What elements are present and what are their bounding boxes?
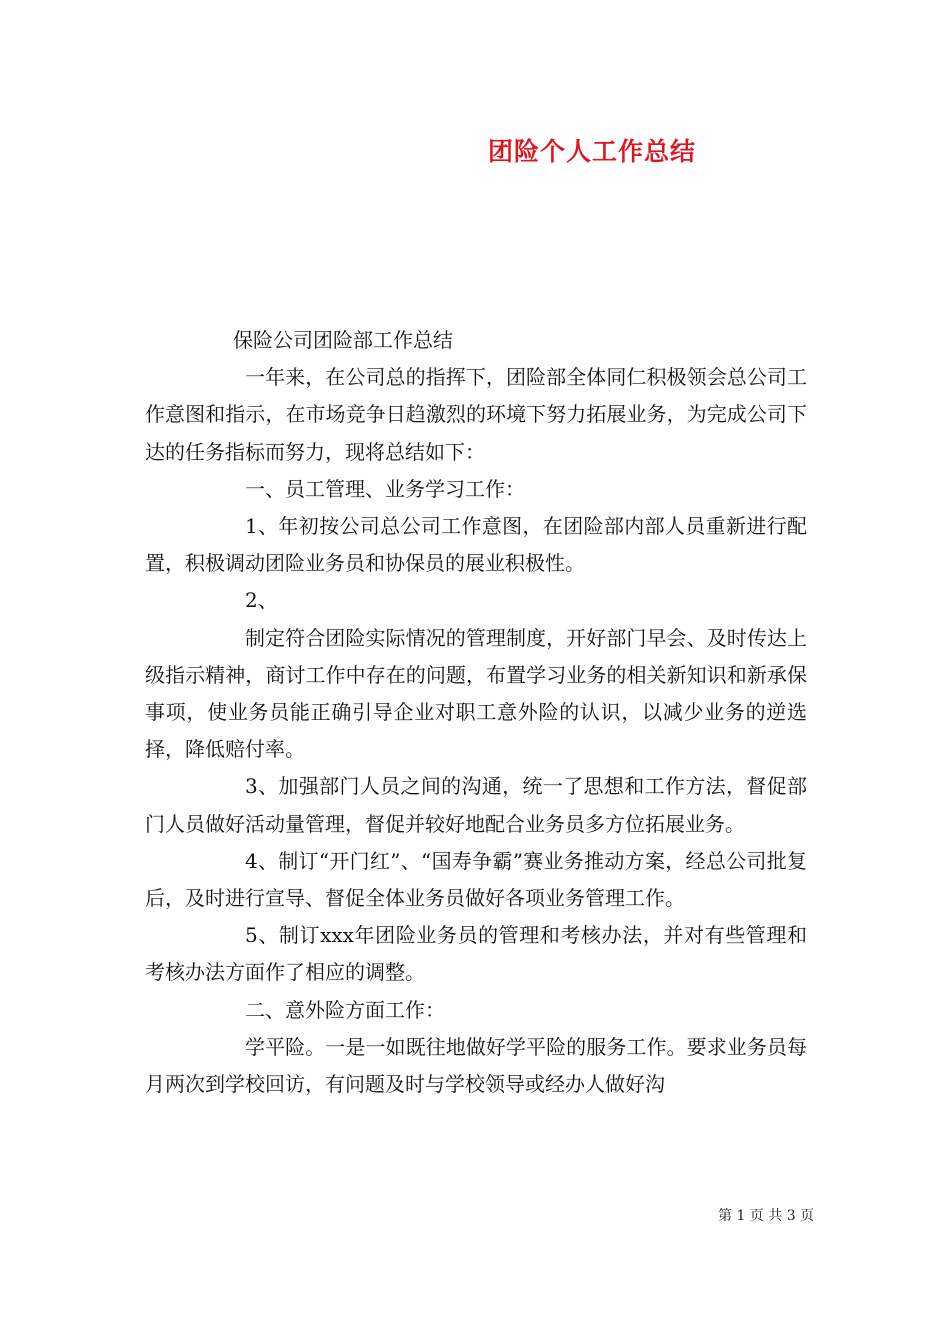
paragraph: 4、制订“开门红”、“国寿争霸”赛业务推动方案，经总公司批复后，及时进行宣导、督促全体业务员做好各项业务管理工作。 (145, 848, 807, 911)
paragraph: 一年来，在公司总的指挥下，团险部全体同仁积极领会总公司工作意图和指示，在市场竞争日趋激烈的环境下努力拓展业务，为完成公司下达的任务指标而努力，现将总结如下： (145, 365, 807, 464)
paragraph: 制定符合团险实际情况的管理制度，开好部门早会、及时传达上级指示精神，商讨工作中存在的问题，布置学习业务的相关新知识和新承保事项，使业务员能正确引导企业对职工意外险的认识，以减少业务的逆选择，降低赔付率。 (145, 625, 807, 762)
page-number: 第 1 页 共 3 页 (718, 1208, 815, 1224)
document-subtitle: 保险公司团险部工作总结 (233, 328, 453, 352)
paragraph: 1、年初按公司总公司工作意图，在团险部内部人员重新进行配置，积极调动团险业务员和协保员的展业积极性。 (145, 514, 807, 576)
paragraph: 5、制订xxx年团险业务员的管理和考核办法，并对有些管理和考核办法方面作了相应的调整。 (145, 923, 807, 985)
document-title: 团险个人工作总结 (488, 137, 697, 166)
paragraph: 一、员工管理、业务学习工作： (245, 476, 525, 501)
document-body (145, 322, 807, 1103)
paragraph: 3、加强部门人员之间的沟通，统一了思想和工作方法，督促部门人员做好活动量管理，督促并较好地配合业务员多方位拓展业务。 (145, 774, 807, 836)
paragraph: 学平险。一是一如既往地做好学平险的服务工作。要求业务员每月两次到学校回访，有问题及时与学校领导或经办人做好沟 (145, 1034, 807, 1097)
paragraph: 2、 (245, 588, 278, 613)
paragraph: 二、意外险方面工作： (245, 997, 445, 1022)
